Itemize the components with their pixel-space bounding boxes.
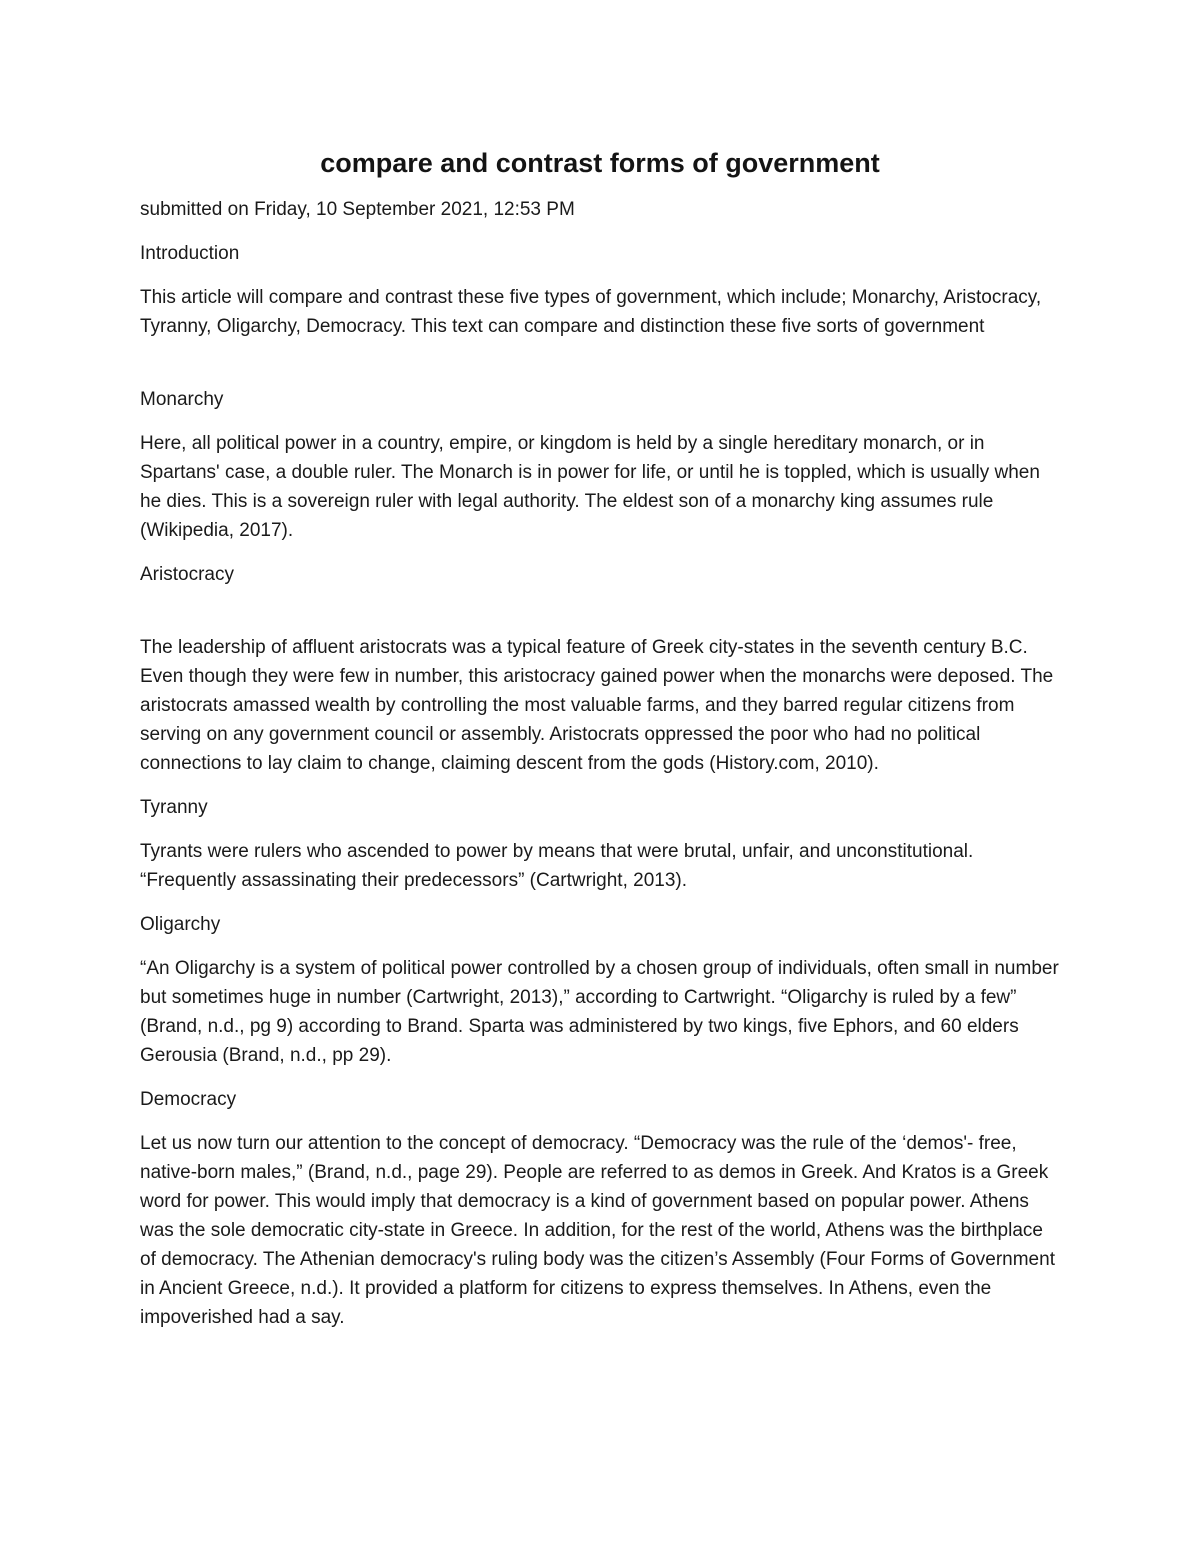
section-heading-aristocracy: Aristocracy bbox=[140, 564, 234, 585]
submission-timestamp: submitted on Friday, 10 September 2021, 12:53 PM bbox=[140, 199, 575, 220]
document-title: compare and contrast forms of government bbox=[320, 148, 880, 178]
monarchy-paragraph: Here, all political power in a country, empire, or kingdom is held by a single hereditary monarch, or in Spartans' case, a double ruler. The Monarch is in power for life, or until he is toppled, which is usually when he dies. This is a sovereign ruler with legal authority. The eldest son of a monarchy king assumes rule (Wikipedia, 2017). bbox=[140, 433, 1040, 541]
tyranny-paragraph: Tyrants were rulers who ascended to power by means that were brutal, unfair, and unconstitutional. “Frequently assassinating their predecessors” (Cartwright, 2013). bbox=[140, 841, 974, 891]
democracy-paragraph: Let us now turn our attention to the concept of democracy. “Democracy was the rule of the ‘demos'- free, native-born males,” (Brand, n.d., page 29). People are referred to as demos in Greek. And Kratos is a Greek word for power. This would imply that democracy is a kind of government based on popular power. Athens was the sole democratic city-state in Greece. In addition, for the rest of the world, Athens was the birthplace of democracy. The Athenian democracy's ruling body was the citizen’s Assembly (Four Forms of Government in Ancient Greece, n.d.). It provided a platform for citizens to express themselves. In Athens, even the impoverished had a say. bbox=[140, 1133, 1055, 1328]
introduction-paragraph: This article will compare and contrast these five types of government, which include; Monarchy, Aristocracy, Tyranny, Oligarchy, Democracy. This text can compare and distinction these five sorts of government bbox=[140, 287, 1042, 337]
oligarchy-paragraph: “An Oligarchy is a system of political power controlled by a chosen group of individuals, often small in number but sometimes huge in number (Cartwright, 2013),” according to Cartwright. “Oligarchy is ruled by a few” (Brand, n.d., pg 9) according to Brand. Sparta was administered by two kings, five Ephors, and 60 elders Gerousia (Brand, n.d., pp 29). bbox=[140, 958, 1059, 1066]
section-heading-oligarchy: Oligarchy bbox=[140, 914, 221, 935]
section-heading-tyranny: Tyranny bbox=[140, 797, 208, 818]
section-heading-democracy: Democracy bbox=[140, 1089, 237, 1110]
document-body bbox=[140, 145, 1060, 1347]
aristocracy-paragraph: The leadership of affluent aristocrats was a typical feature of Greek city-states in the seventh century B.C. Even though they were few in number, this aristocracy gained power when the monarchs were deposed. The aristocrats amassed wealth by controlling the most valuable farms, and they barred regular citizens from serving on any government council or assembly. Aristocrats oppressed the poor who had no political connections to lay claim to change, claiming descent from the gods (History.com, 2010). bbox=[140, 637, 1054, 774]
section-heading-monarchy: Monarchy bbox=[140, 389, 224, 410]
section-heading-introduction: Introduction bbox=[140, 243, 240, 264]
